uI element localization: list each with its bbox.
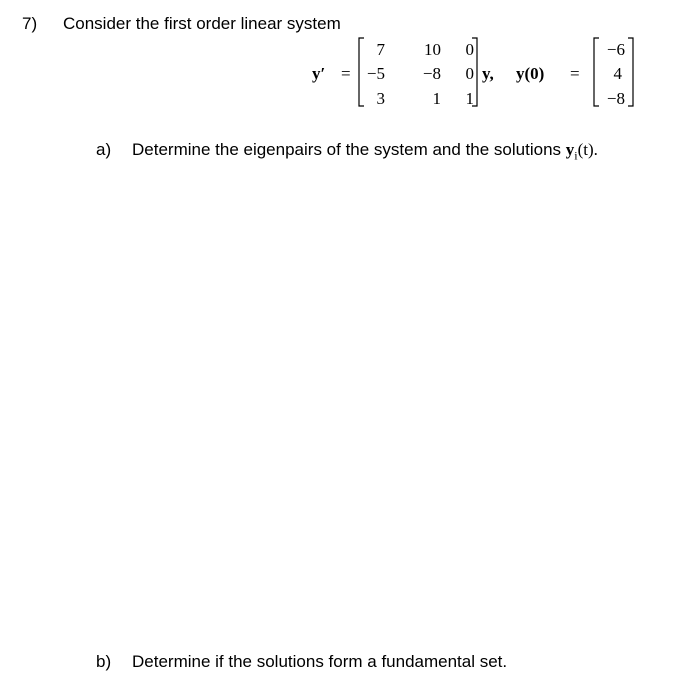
part-a-label: a) (96, 140, 112, 159)
matrix-entry: 0 (465, 40, 474, 59)
lhs-equals: = (341, 64, 351, 83)
problem-intro: Consider the first order linear system (63, 14, 341, 33)
matrix-entry: 0 (465, 64, 474, 83)
solution-argument: (t). (577, 140, 598, 159)
matrix-entry: 1 (465, 89, 474, 108)
vector-right-bracket (626, 36, 636, 108)
vector-entry: −6 (606, 40, 625, 59)
problem-number: 7) (22, 14, 38, 33)
vector-entry: 4 (613, 64, 622, 83)
initial-condition-label: y(0) (516, 64, 545, 83)
part-b-label: b) (96, 652, 112, 671)
part-a-text (132, 140, 598, 163)
lhs-derivative: y′ (312, 64, 326, 83)
matrix-entry: 1 (432, 89, 441, 108)
part-b-text: Determine if the solutions form a fundamental set. (132, 652, 508, 671)
matrix-entry: 10 (424, 40, 441, 59)
solution-subscript: i (574, 148, 578, 163)
matrix-entry: −5 (366, 64, 385, 83)
matrix-entry: 7 (376, 40, 385, 59)
matrix-entry: −8 (422, 64, 441, 83)
vector-entry: −8 (606, 89, 625, 108)
rhs-variable: y, (482, 64, 494, 83)
initial-condition-equals: = (570, 64, 580, 83)
part-a-prompt: Determine the eigenpairs of the system and the solutions (132, 140, 566, 159)
solution-symbol: y (565, 140, 575, 159)
matrix-entry: 3 (376, 89, 385, 108)
